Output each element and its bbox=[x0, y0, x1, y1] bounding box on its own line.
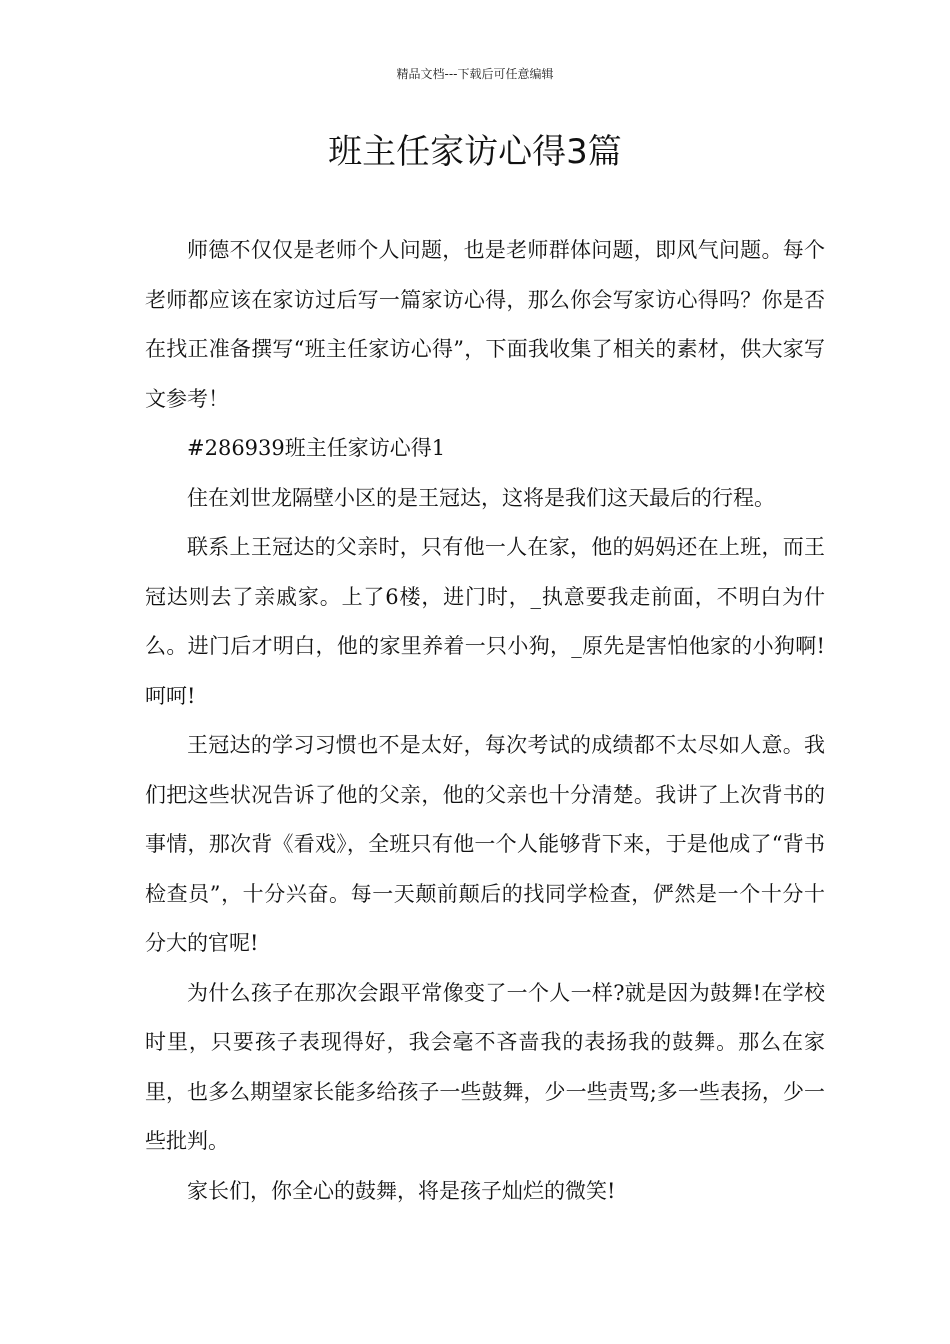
body-paragraph: 联系上王冠达的父亲时，只有他一人在家，他的妈妈还在上班，而王冠达则去了亲戚家。上了6楼，进门时，_执意要我走前面，不明白为什么。进门后才明白，他的家里养着一只小狗，_原先是害怕他家的小狗啊!呵呵! bbox=[145, 535, 825, 708]
document-body bbox=[145, 226, 825, 1216]
body-paragraph: 住在刘世龙隔壁小区的是王冠达，这将是我们这天最后的行程。 bbox=[187, 485, 775, 510]
body-paragraph: 家长们，你全心的鼓舞，将是孩子灿烂的微笑! bbox=[187, 1178, 616, 1203]
intro-paragraph: 师德不仅仅是老师个人问题，也是老师群体问题，即风气问题。每个老师都应该在家访过后写一篇家访心得，那么你会写家访心得吗？你是否在找正准备撰写“班主任家访心得”，下面我收集了相关的素材，供大家写文参考！ bbox=[145, 238, 825, 411]
body-paragraph: 为什么孩子在那次会跟平常像变了一个人一样?就是因为鼓舞!在学校时里，只要孩子表现得好，我会毫不吝啬我的表扬我的鼓舞。那么在家里，也多么期望家长能多给孩子一些鼓舞，少一些责骂;多一些表扬，少一些批判。 bbox=[145, 980, 825, 1153]
body-paragraph: 王冠达的学习习惯也不是太好，每次考试的成绩都不太尽如人意。我们把这些状况告诉了他的父亲，他的父亲也十分清楚。我讲了上次背书的事情，那次背《看戏》，全班只有他一个人能够背下来，于是他成了“背书检查员”，十分兴奋。每一天颠前颠后的找同学检查，俨然是一个十分十分大的官呢! bbox=[145, 733, 825, 955]
section-heading: #286939班主任家访心得1 bbox=[187, 436, 446, 460]
page-header-note: 精品文档---下载后可任意编辑 bbox=[396, 67, 554, 81]
document-title: 班主任家访心得3篇 bbox=[328, 132, 622, 172]
